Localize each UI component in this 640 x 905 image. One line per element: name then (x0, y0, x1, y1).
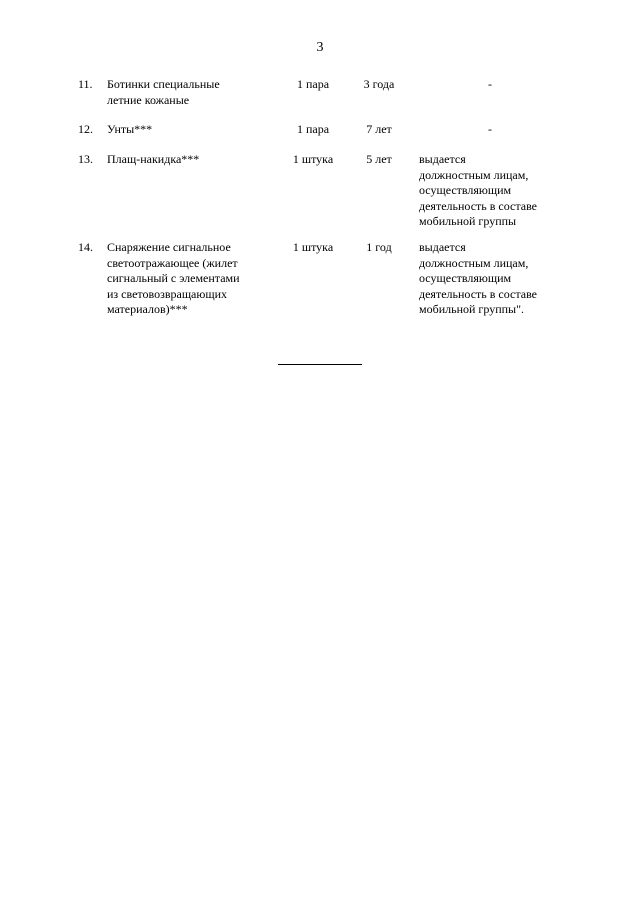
item-term: 7 лет (366, 122, 392, 136)
item-term: 5 лет (366, 152, 392, 166)
item-name-line: светоотражающее (жилет (107, 255, 238, 270)
item-name (107, 77, 287, 108)
item-note (419, 240, 559, 318)
item-quantity: 1 штука (292, 240, 334, 254)
item-note-line: деятельность в составе (419, 198, 538, 213)
item-name (107, 240, 287, 318)
item-quantity: 1 пара (296, 122, 330, 136)
row-number: 12. (78, 122, 93, 136)
item-note-line: - (488, 77, 492, 91)
item-quantity: 1 пара (296, 77, 330, 91)
item-note-line: - (488, 122, 492, 136)
row-number: 11. (78, 77, 93, 91)
page-number: 3 (316, 40, 324, 55)
item-name-line: материалов)*** (107, 302, 188, 316)
item-note-line: деятельность в составе (419, 286, 538, 301)
end-divider (278, 364, 362, 365)
item-note-line: выдается (419, 240, 466, 254)
row-number: 13. (78, 152, 93, 166)
item-quantity: 1 штука (292, 152, 334, 166)
item-name-line: Снаряжение сигнальное (107, 240, 231, 254)
item-term: 1 год (366, 240, 392, 254)
item-note-line: должностным лицам, (419, 255, 529, 270)
item-name-line: летние кожаные (107, 92, 190, 107)
item-note-line: осуществляющим (419, 183, 512, 197)
item-note-line: осуществляющим (419, 271, 512, 285)
item-term: 3 года (363, 77, 395, 91)
item-name-line: Ботинки специальные (107, 77, 220, 91)
item-note (419, 152, 559, 230)
item-name (107, 122, 287, 138)
item-name-line: сигнальный с элементами (107, 271, 240, 285)
item-note (419, 77, 561, 93)
item-name-line: из световозвращающих (107, 286, 228, 301)
item-name-line: Плащ-накидка*** (107, 152, 200, 166)
row-number: 14. (78, 240, 93, 254)
item-name-line: Унты*** (107, 122, 153, 136)
item-note (419, 122, 561, 138)
item-note-line: мобильной группы". (419, 302, 524, 316)
item-name (107, 152, 287, 168)
item-note-line: мобильной группы (419, 214, 517, 228)
item-note-line: должностным лицам, (419, 167, 529, 182)
item-note-line: выдается (419, 152, 466, 166)
